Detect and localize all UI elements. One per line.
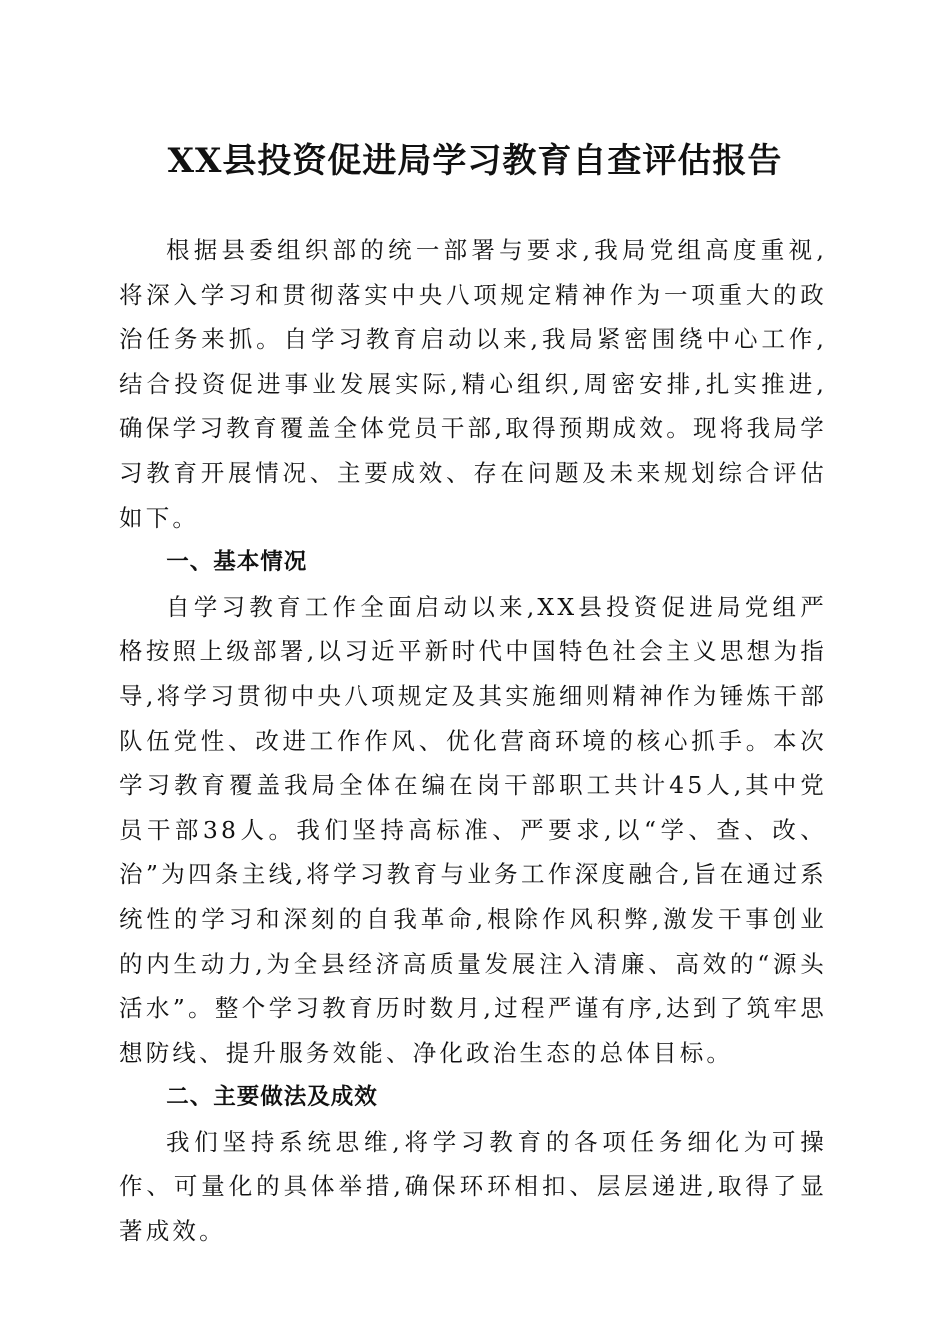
intro-paragraph: 根据县委组织部的统一部署与要求,我局党组高度重视,将深入学习和贯彻落实中央八项规定精神作为一项重大的政治任务来抓。自学习教育启动以来,我局紧密围绕中心工作,结合投资促进事业发展实际,精心组织,周密安排,扎实推进,确保学习教育覆盖全体党员干部,取得预期成效。现将我局学习教育开展情况、主要成效、存在问题及未来规划综合评估如下。	[119, 236, 827, 532]
section-paragraph-practices: 我们坚持系统思维,将学习教育的各项任务细化为可操作、可量化的具体举措,确保环环相扣、层层递进,取得了显著成效。	[119, 1127, 827, 1246]
document-title: XX县投资促进局学习教育自查评估报告	[167, 141, 783, 181]
document-body	[119, 228, 827, 1254]
section-heading-basic: 一、基本情况	[166, 549, 308, 576]
section-paragraph-basic: 自学习教育工作全面启动以来,XX县投资促进局党组严格按照上级部署,以习近平新时代中国特色社会主义思想为指导,将学习贯彻中央八项规定及其实施细则精神作为锤炼干部队伍党性、改进工作作风、优化营商环境的核心抓手。本次学习教育覆盖我局全体在编在岗干部职工共计45人,其中党员干部38人。我们坚持高标准、严要求,以“学、查、改、治”为四条主线,将学习教育与业务工作深度融合,旨在通过系统性的学习和深刻的自我革命,根除作风积弊,激发干事创业的内生动力,为全县经济高质量发展注入清廉、高效的“源头活水”。整个学习教育历时数月,过程严谨有序,达到了筑牢思想防线、提升服务效能、净化政治生态的总体目标。	[119, 592, 827, 1067]
section-heading-practices: 二、主要做法及成效	[166, 1084, 378, 1111]
